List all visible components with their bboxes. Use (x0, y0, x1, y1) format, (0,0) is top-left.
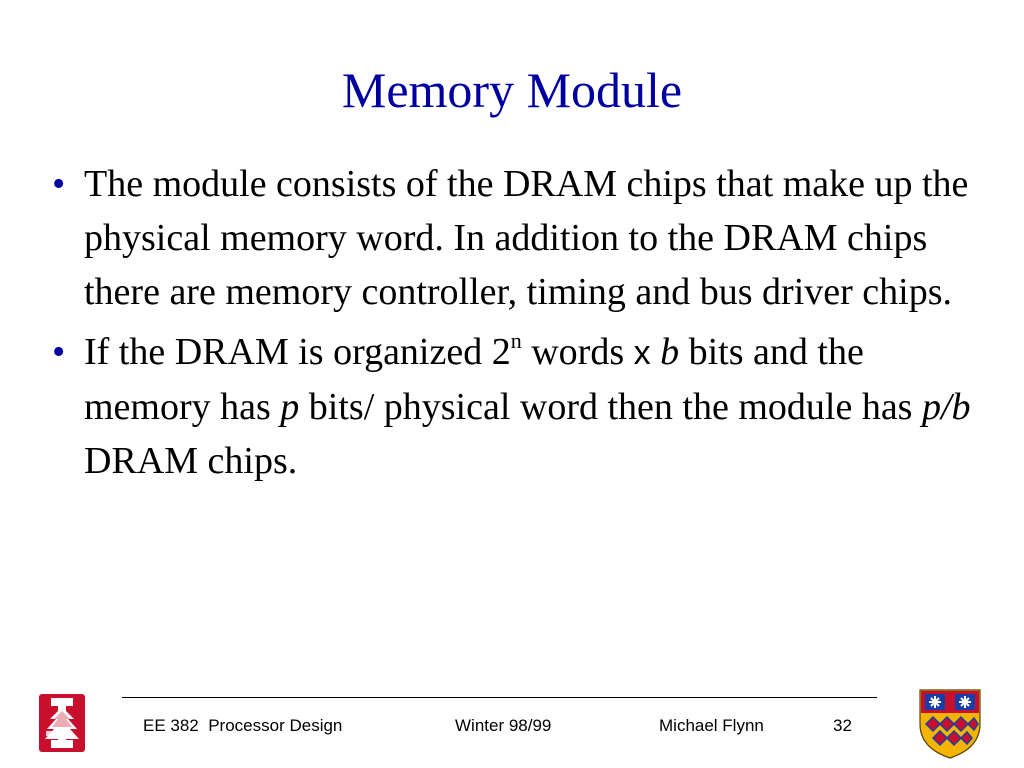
slide-title: Memory Module (341, 62, 683, 118)
exponent: n (510, 328, 522, 354)
bullet-text-part: DRAM chips. (84, 440, 298, 482)
bullet-text-part: bits and the memory has (84, 331, 864, 428)
stanford-tree-logo-icon (38, 693, 86, 753)
variable-p-over-b: p/b (921, 386, 971, 428)
variable-b: b (660, 331, 680, 373)
variable-p: p (280, 386, 300, 428)
crest-shield-logo-icon (916, 688, 984, 760)
footer-author: Michael Flynn (659, 716, 764, 735)
footer-course: EE 382 Processor Design (143, 716, 343, 735)
bullet-text-part (651, 331, 661, 373)
bullet-dot-icon: • (52, 163, 66, 205)
footer-page-number: 32 (833, 716, 852, 735)
bullet-list (52, 157, 982, 494)
bullet-text-part: bits/ physical word then the module has (299, 386, 922, 428)
bullet-text-part: words (521, 331, 634, 373)
bullet-text: The module consists of the DRAM chips that make up the physical memory word. In addition to the DRAM chips there are memory controller, timing and bus driver chips. (84, 163, 969, 313)
footer-divider (122, 697, 877, 698)
bullet-item (52, 325, 982, 488)
bullet-dot-icon: • (52, 331, 66, 373)
footer-term: Winter 98/99 (455, 716, 552, 735)
bullet-text-part: If the DRAM is organized 2 (84, 331, 511, 373)
bullet-item (52, 157, 982, 319)
times-symbol: x (633, 334, 651, 372)
